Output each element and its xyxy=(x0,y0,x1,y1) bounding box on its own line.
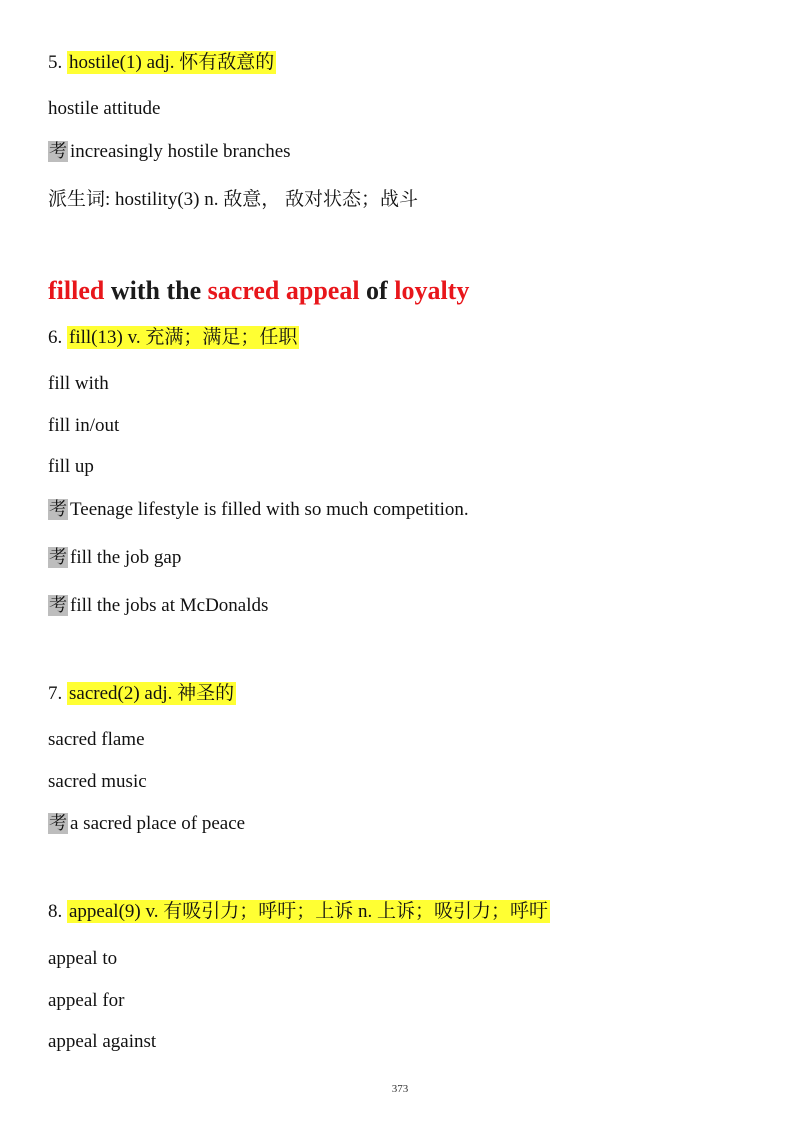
entry-5-collocation: hostile attitude xyxy=(48,98,161,119)
exam-marker: 考 xyxy=(49,813,67,834)
entry-6-exam-line-1 xyxy=(48,497,469,523)
entry-6-headword-line xyxy=(48,325,299,351)
entry-6-headword: fill(13) v. 充满；满足；任职 xyxy=(69,327,298,348)
exam-marker: 考 xyxy=(49,547,67,568)
entry-6-phrase-3: fill up xyxy=(48,456,94,477)
entry-5-number: 5. xyxy=(48,52,63,73)
entry-7-phrase-1: sacred flame xyxy=(48,729,145,750)
entry-8-headword: appeal(9) v. 有吸引力；呼吁；上诉 n. 上诉；吸引力；呼吁 xyxy=(69,901,548,922)
entry-6-exam-line-3 xyxy=(48,593,268,619)
entry-5-headword-line xyxy=(48,50,276,76)
exam-marker: 考 xyxy=(49,499,67,520)
heading-word-sacred-appeal: sacred appeal xyxy=(207,276,360,305)
heading-word-of: of xyxy=(359,276,395,305)
entry-8-number: 8. xyxy=(48,901,63,922)
entry-5-derivative: 派生词: hostility(3) n. 敌意， 敌对状态；战斗 xyxy=(48,189,418,210)
entry-7-number: 7. xyxy=(48,683,63,704)
entry-7-headword: sacred(2) adj. 神圣的 xyxy=(69,683,235,704)
entry-8-phrase-2: appeal for xyxy=(48,990,125,1011)
entry-5-exam-phrase: increasingly hostile branches xyxy=(70,141,291,162)
entry-6-exam-3: fill the jobs at McDonalds xyxy=(70,595,269,616)
heading-word-filled: filled xyxy=(48,276,105,305)
page-number: 373 xyxy=(391,1083,409,1095)
exam-marker: 考 xyxy=(49,141,67,162)
entry-5-headword: hostile(1) adj. 怀有敌意的 xyxy=(69,52,275,73)
entry-7-exam-line xyxy=(48,811,245,837)
entry-6-exam-1: Teenage lifestyle is filled with so much competition. xyxy=(70,499,469,520)
entry-8-phrase-3: appeal against xyxy=(48,1031,157,1052)
entry-8-headword-line xyxy=(48,899,550,925)
entry-6-phrase-1: fill with xyxy=(48,373,109,394)
heading-word-loyalty: loyalty xyxy=(394,276,470,305)
entry-7-phrase-2: sacred music xyxy=(48,771,147,792)
entry-7-exam-1: a sacred place of peace xyxy=(70,813,246,834)
entry-5-exam-line xyxy=(48,139,291,165)
entry-6-exam-2: fill the job gap xyxy=(70,547,182,568)
heading-word-with-the: with the xyxy=(104,276,208,305)
section-heading xyxy=(48,276,469,306)
exam-marker: 考 xyxy=(49,595,67,616)
entry-8-phrase-1: appeal to xyxy=(48,948,118,969)
entry-7-headword-line xyxy=(48,681,236,707)
entry-6-number: 6. xyxy=(48,327,63,348)
entry-6-exam-line-2 xyxy=(48,545,181,571)
entry-6-phrase-2: fill in/out xyxy=(48,415,120,436)
